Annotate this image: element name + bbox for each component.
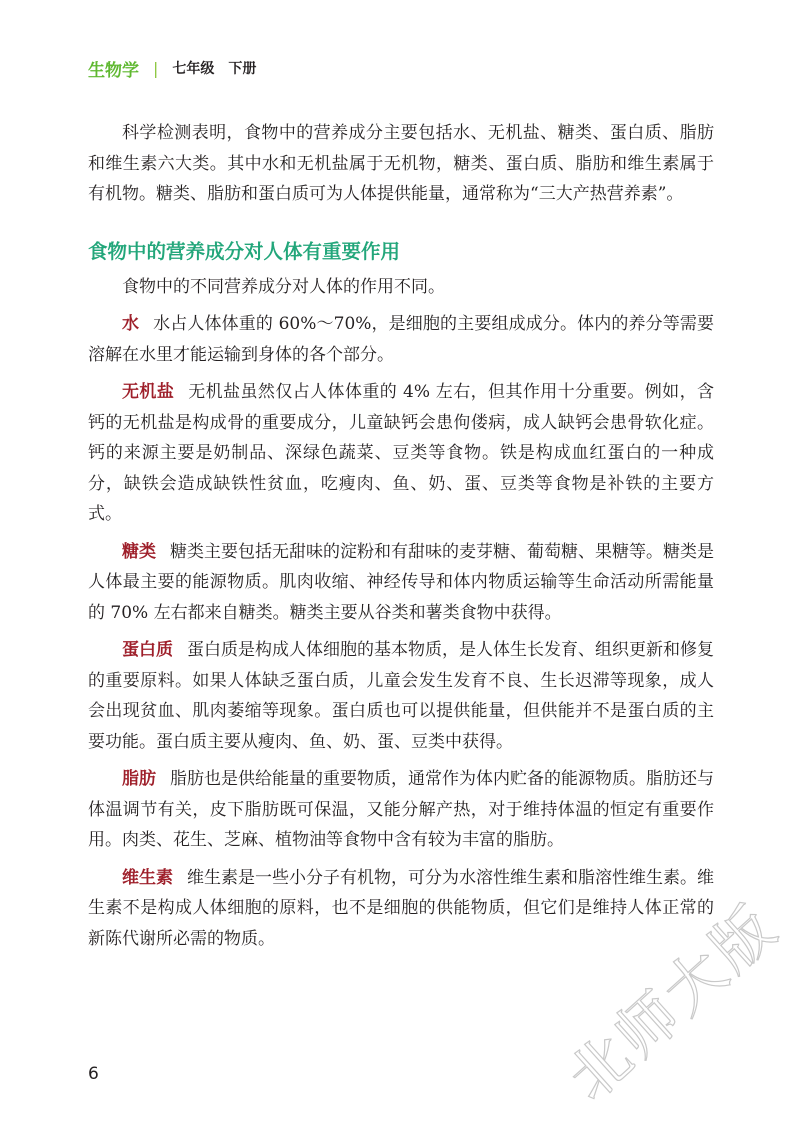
page-number: 6 [88,1064,99,1084]
nutrient-text: 糖类主要包括无甜味的淀粉和有甜味的麦芽糖、葡萄糖、果糖等。糖类是人体最主要的能源物质。肌肉收缩、神经传导和体内物质运输等生命活动所需能量的 70% 左右都来自糖类。糖类主要从谷类和薯类食物中获得。 [88,541,714,623]
header-subject: 生物学 [88,60,139,81]
nutrient-text: 脂肪也是供给能量的重要物质，通常作为体内贮备的能源物质。脂肪还与体温调节有关，皮下脂肪既可保温，又能分解产热，对于维持体温的恒定有重要作用。肉类、花生、芝麻、植物油等食物中含有较为丰富的脂肪。 [88,769,714,850]
nutrient-water [88,309,714,370]
watermark-text: 北师大版 [555,890,792,1115]
nutrient-term: 脂肪 [122,769,156,789]
nutrient-carbohydrates [88,537,714,629]
running-header [88,55,256,81]
nutrient-term: 水 [122,314,140,334]
nutrient-fat [88,764,714,856]
publisher-watermark [555,870,800,1130]
section-lead: 食物中的不同营养成分对人体的作用不同。 [122,276,445,297]
intro-paragraph: 科学检测表明，食物中的营养成分主要包括水、无机盐、糖类、蛋白质、脂肪和维生素六大类。其中水和无机盐属于无机物，糖类、蛋白质、脂肪和维生素属于有机物。糖类、脂肪和蛋白质可为人体提供能量，通常称为“三大产热营养素”。 [88,123,714,204]
header-grade: 七年级 下册 [172,61,257,77]
nutrient-text: 水占人体体重的 60%～70%，是细胞的主要组成成分。体内的养分等需要溶解在水里才能运输到身体的各个部分。 [88,314,714,365]
section-heading: 食物中的营养成分对人体有重要作用 [88,239,401,263]
nutrient-minerals [88,377,714,530]
nutrient-text: 维生素是一些小分子有机物，可分为水溶性维生素和脂溶性维生素。维生素不是构成人体细胞的原料，也不是细胞的供能物质，但它们是维持人体正常的新陈代谢所必需的物质。 [88,867,714,949]
nutrient-term: 蛋白质 [122,640,173,660]
nutrient-term: 糖类 [122,541,156,562]
page-body [88,118,714,961]
nutrient-protein [88,635,714,757]
header-separator: | [153,58,159,78]
nutrient-term: 维生素 [122,867,173,888]
nutrient-text: 蛋白质是构成人体细胞的基本物质，是人体生长发育、组织更新和修复的重要原料。如果人体缺乏蛋白质，儿童会发生发育不良、生长迟滞等现象，成人会出现贫血、肌肉萎缩等现象。蛋白质也可以提供能量，但供能并不是蛋白质的主要功能。蛋白质主要从瘦肉、鱼、奶、蛋、豆类中获得。 [88,640,714,752]
nutrient-term: 无机盐 [122,382,175,402]
nutrient-text: 无机盐虽然仅占人体体重的 4% 左右，但其作用十分重要。例如，含钙的无机盐是构成骨的重要成分，儿童缺钙会患佝偻病，成人缺钙会患骨软化症。钙的来源主要是奶制品、深绿色蔬菜、豆类等食物。铁是构成血红蛋白的一种成分，缺铁会造成缺铁性贫血，吃瘦肉、鱼、奶、蛋、豆类等食物是补铁的主要方式。 [88,382,715,524]
